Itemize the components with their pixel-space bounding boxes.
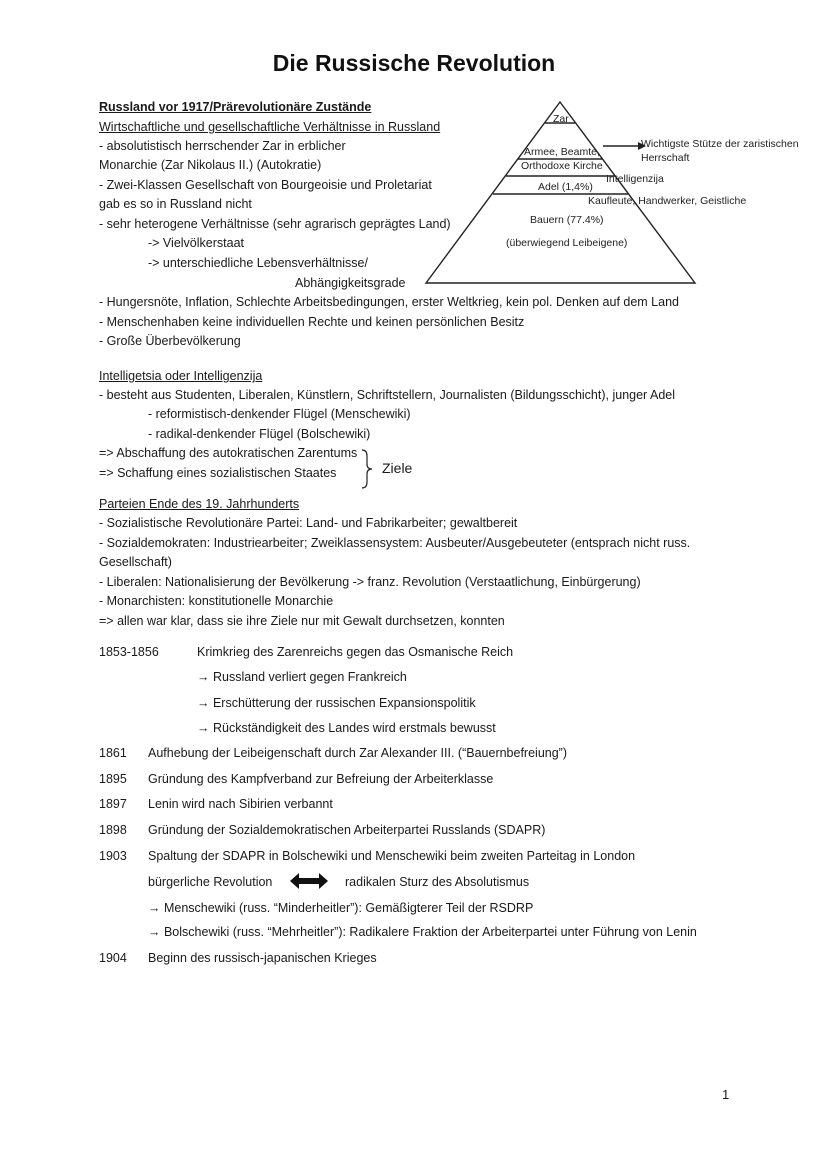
- curly-brace: [360, 448, 380, 490]
- timeline-year: 1861: [99, 746, 127, 760]
- page-number: 1: [722, 1087, 730, 1102]
- society-pyramid-diagram: [420, 96, 820, 288]
- text-line: - Monarchisten: konstitutionelle Monarchie: [99, 594, 334, 608]
- timeline-text: Aufhebung der Leibeigenschaft durch Zar Alexander III. (“Bauernbefreiung”): [148, 746, 568, 760]
- pyramid-label-kirche: Orthodoxe Kirche: [521, 160, 603, 172]
- annotation-stuetze-line1: Wichtigste Stütze der zaristischen: [641, 138, 799, 150]
- text-line: - reformistisch-denkender Flügel (Menschewiki): [148, 407, 411, 421]
- timeline-year: 1897: [99, 797, 127, 811]
- pyramid-label-bauern: Bauern (77.4%): [530, 214, 604, 226]
- timeline-subpoint: → Erschütterung der russischen Expansionspolitik: [197, 696, 476, 710]
- text-line: Gesellschaft): [99, 555, 172, 569]
- section-heading-prerevolution: Russland vor 1917/Prärevolutionäre Zustände: [99, 100, 372, 114]
- text-line: - sehr heterogene Verhältnisse (sehr agrarisch geprägtes Land): [99, 217, 451, 231]
- revolution-left-label: bürgerliche Revolution: [148, 875, 273, 889]
- timeline-text: Lenin wird nach Sibirien verbannt: [148, 797, 333, 811]
- text-line: Abhängigkeitsgrade: [295, 276, 406, 290]
- pyramid-label-kaufleute: Kaufleute, Handwerker, Geistliche: [588, 195, 747, 207]
- double-arrow-icon: [290, 872, 328, 890]
- text-line: - besteht aus Studenten, Liberalen, Künstlern, Schriftstellern, Journalisten (Bildungsschicht), junger Adel: [99, 388, 676, 402]
- timeline-text: Gründung des Kampfverband zur Befreiung der Arbeiterklasse: [148, 772, 494, 786]
- timeline-text: Beginn des russisch-japanischen Krieges: [148, 951, 377, 965]
- timeline-text: Gründung der Sozialdemokratischen Arbeiterpartei Russlands (SDAPR): [148, 823, 546, 837]
- text-line: - Große Überbevölkerung: [99, 334, 241, 348]
- timeline-text: Spaltung der SDAPR in Bolschewiki und Menschewiki beim zweiten Parteitag in London: [148, 849, 636, 863]
- text-line: -> unterschiedliche Lebensverhältnisse/: [148, 256, 368, 270]
- timeline-year: 1904: [99, 951, 127, 965]
- pyramid-label-leibeigene: (überwiegend Leibeigene): [506, 237, 628, 249]
- brace-label-ziele: Ziele: [382, 460, 413, 476]
- timeline-year: 1898: [99, 823, 127, 837]
- text-line: - Menschenhaben keine individuellen Rechte und keinen persönlichen Besitz: [99, 315, 525, 329]
- timeline-year: 1895: [99, 772, 127, 786]
- text-line: - radikal-denkender Flügel (Bolschewiki): [148, 427, 371, 441]
- timeline-subpoint: → Russland verliert gegen Frankreich: [197, 670, 407, 684]
- text-line: Monarchie (Zar Nikolaus II.) (Autokratie): [99, 158, 322, 172]
- page-title: Die Russische Revolution: [272, 50, 556, 76]
- text-line: gab es so in Russland nicht: [99, 197, 252, 211]
- timeline-year: 1853-1856: [99, 645, 159, 659]
- text-line: -> Vielvölkerstaat: [148, 236, 244, 250]
- pyramid-label-intelligenzija: Intelligenzija: [606, 173, 664, 185]
- timeline-year: 1903: [99, 849, 127, 863]
- text-line: - Zwei-Klassen Gesellschaft von Bourgeoisie und Proletariat: [99, 178, 432, 192]
- pyramid-label-zar: Zar: [553, 113, 569, 125]
- timeline-subpoint: → Rückständigkeit des Landes wird erstmals bewusst: [197, 721, 496, 735]
- pyramid-label-adel: Adel (1,4%): [538, 181, 593, 193]
- text-line: => allen war klar, dass sie ihre Ziele nur mit Gewalt durchsetzen, konnten: [99, 614, 505, 628]
- timeline-subpoint: → Bolschewiki (russ. “Mehrheitler”): Radikalere Fraktion der Arbeiterpartei unter Führung von Lenin: [148, 925, 697, 939]
- text-line: - Sozialdemokraten: Industriearbeiter; Zweiklassensystem: Ausbeuter/Ausgebeuteter (entsprach nicht russ.: [99, 536, 691, 550]
- text-line: => Schaffung eines sozialistischen Staates: [99, 466, 337, 480]
- section-heading-intelligenzija: Intelligetsia oder Intelligenzija: [99, 369, 263, 383]
- annotation-stuetze-line2: Herrschaft: [641, 152, 690, 164]
- timeline-text: Krimkrieg des Zarenreichs gegen das Osmanische Reich: [197, 645, 514, 659]
- text-line: - Hungersnöte, Inflation, Schlechte Arbeitsbedingungen, erster Weltkrieg, kein pol. Denken auf dem Land: [99, 295, 679, 309]
- section-subheading-conditions: Wirtschaftliche und gesellschaftliche Verhältnisse in Russland: [99, 120, 441, 134]
- timeline-subpoint: → Menschewiki (russ. “Minderheitler”): Gemäßigterer Teil der RSDRP: [148, 901, 534, 915]
- text-line: - Liberalen: Nationalisierung der Bevölkerung -> franz. Revolution (Verstaatlichung, Einbürgerung): [99, 575, 641, 589]
- text-line: - absolutistisch herrschender Zar in erblicher: [99, 139, 346, 153]
- text-line: - Sozialistische Revolutionäre Partei: Land- und Fabrikarbeiter; gewaltbereit: [99, 516, 518, 530]
- text-line: => Abschaffung des autokratischen Zarentums: [99, 446, 358, 460]
- pyramid-label-armee: Armee, Beamte,: [524, 146, 600, 158]
- revolution-right-label: radikalen Sturz des Absolutismus: [345, 875, 530, 889]
- section-heading-parteien: Parteien Ende des 19. Jahrhunderts: [99, 497, 300, 511]
